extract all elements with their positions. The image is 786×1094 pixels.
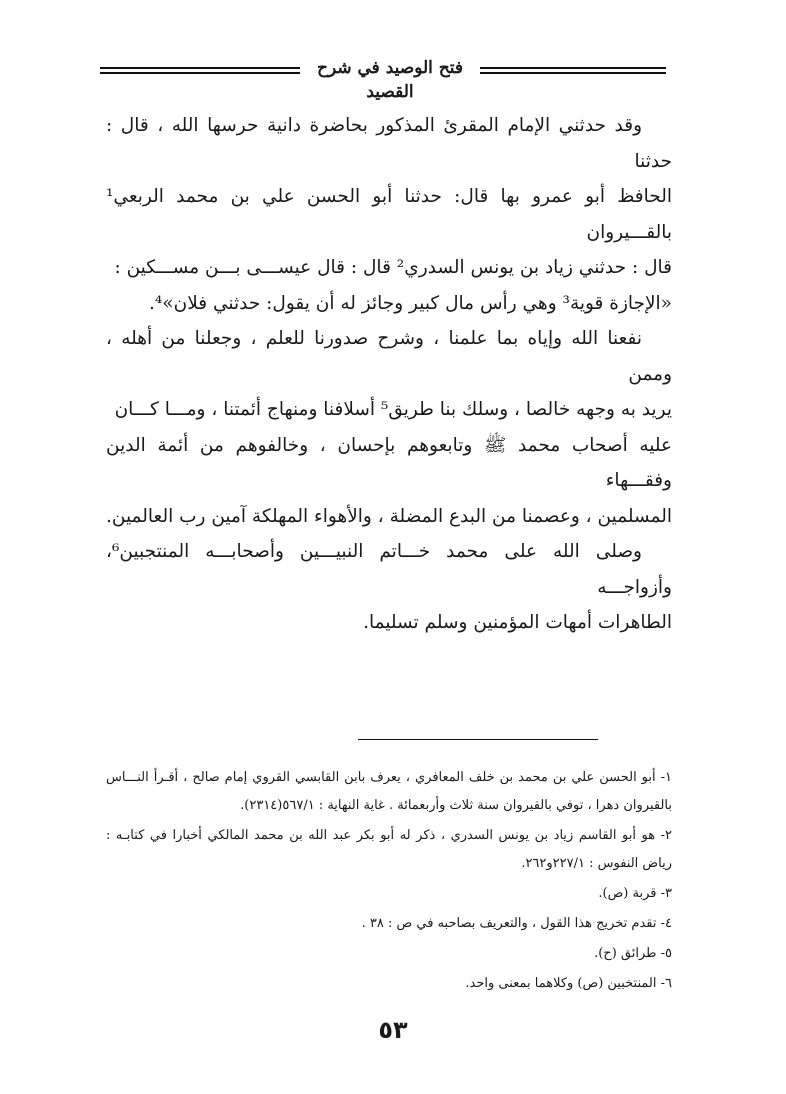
body-line: يريد به وجهه خالصا ، وسلك بنا طريق⁵ أسلافنا ومنهاج أئمتنا ، ومـــا كـــان — [114, 399, 672, 420]
body-line: «الإجازة قوية³ وهي رأس مال كبير وجائز له أن يقول: حدثني فلان»⁴. — [148, 292, 672, 314]
body-line: قال : حدثني زياد بن يونس السدري² قال : قال عيســـى بـــن مســـكين : — [114, 257, 672, 278]
footnote-separator — [358, 739, 598, 740]
header-rule-left — [100, 67, 300, 74]
body-line: المسلمين ، وعصمنا من البدع المضلة ، والأهواء المهلكة آمين رب العالمين. — [106, 505, 672, 527]
body-line: عليه أصحاب محمد ﷺ وتابعوهم بإحسان ، وخالفوهم من أئمة الدين وفقـــهاء — [106, 434, 672, 491]
footnote: ١- أبو الحسن علي بن محمد بن خلف المعافري ، يعرف بابن القابسي القروي إمام صالح ، أقـرأ النـــاس بالقيروان دهرا ، توفي بالقيروان سنة ثلاث وأربعمائة . غاية النهاية : ٥٦٧/١(٢٣١٤). — [106, 770, 672, 813]
main-text — [106, 108, 672, 641]
running-header — [100, 56, 666, 102]
body-line: وقد حدثني الإمام المقرئ المذكور بحاضرة دانية حرسها الله ، قال : حدثنا — [106, 115, 672, 172]
header-rule-right — [480, 67, 666, 74]
body-line: وصلى الله على محمد خـــاتم النبيـــين وأصحابـــه المنتجبين⁶، وأزواجـــه — [106, 541, 672, 598]
body-line: نفعنا الله وإياه بما علمنا ، وشرح صدورنا للعلم ، وجعلنا من أهله ، وممن — [106, 328, 672, 385]
footnote: ٦- المنتخبين (ص) وكلاهما بمعنى واحد. — [465, 976, 672, 991]
body-line: الحافظ أبو عمرو بها قال: حدثنا أبو الحسن علي بن محمد الربعي¹ بالقـــيروان — [106, 186, 672, 243]
header-title: فتح الوصيد في شرح القصيد — [316, 58, 464, 102]
footnotes — [106, 764, 672, 1000]
footnote: ٢- هو أبو القاسم زياد بن يونس السدري ، ذكر له أبو بكر عبد الله بن محمد المالكي أخبارا في كتابـه : رياض النفوس : ٢٢٧/١و٢٦٢. — [106, 828, 672, 871]
footnote: ٤- تقدم تخريج هذا القول ، والتعريف بصاحبه في ص : ٣٨ . — [361, 916, 672, 931]
body-line: الطاهرات أمهات المؤمنين وسلم تسليما. — [363, 612, 672, 633]
page-number: ٥٣ — [378, 1016, 408, 1044]
footnote: ٣- قربة (ص). — [598, 886, 672, 901]
footnote: ٥- طرائق (ح). — [594, 946, 672, 961]
